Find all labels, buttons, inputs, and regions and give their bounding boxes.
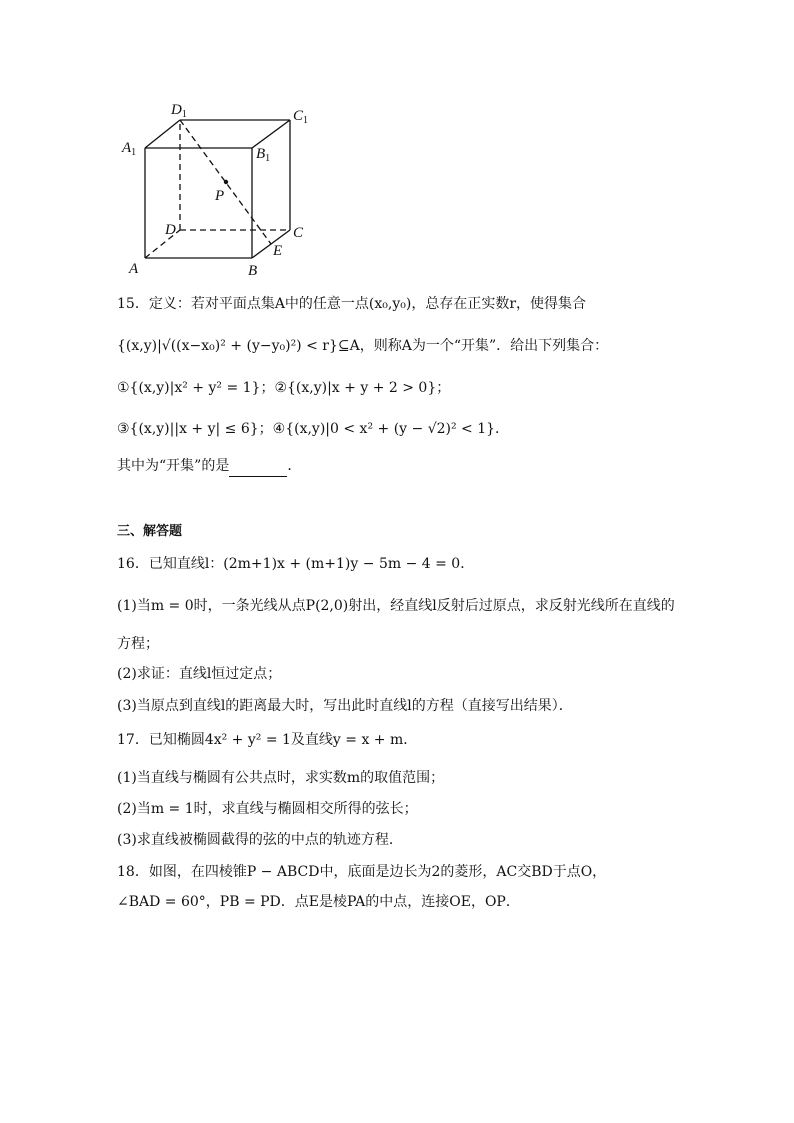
label-a: A bbox=[129, 261, 139, 277]
q16-stem: 16．已知直线l：(2m+1)x + (m+1)y − 5m − 4 = 0． bbox=[117, 556, 475, 572]
q18-line-1: 18．如图，在四棱锥P − ABCD中，底面是边长为2的菱形，AC交BD于点O， bbox=[117, 864, 607, 880]
point-p bbox=[224, 180, 228, 184]
label-e: E bbox=[273, 243, 283, 259]
q16-part2: (2)求证：直线l恒过定点； bbox=[117, 666, 282, 682]
q16-part3: (3)当原点到直线l的距离最大时，写出此时直线l的方程（直接写出结果）． bbox=[117, 698, 573, 714]
cube-figure bbox=[115, 100, 325, 280]
q15-line-4: ③{(x,y)||x + y| ≤ 6}；④{(x,y)|0 < x² + (y − √2)² < 1}． bbox=[117, 421, 510, 437]
label-d: D bbox=[165, 222, 176, 238]
label-b1: $B_1$ bbox=[256, 146, 271, 164]
q17-stem: 17．已知椭圆4x² + y² = 1及直线y = x + m． bbox=[117, 732, 418, 748]
q17-part1: (1)当直线与椭圆有公共点时，求实数m的取值范围； bbox=[117, 770, 445, 786]
label-a1: $A_1$ bbox=[122, 140, 137, 158]
label-c: C bbox=[293, 225, 304, 241]
q15-line-1: 15．定义：若对平面点集A中的任意一点(x₀,y₀)，总存在正实数r，使得集合 bbox=[117, 296, 587, 312]
label-c1: $C_1$ bbox=[293, 108, 309, 126]
edge-b1-c1 bbox=[252, 120, 290, 148]
q15-line-3: ①{(x,y)|x² + y² = 1}；②{(x,y)|x + y + 2 > 0}； bbox=[117, 380, 451, 396]
label-d1: $D_1$ bbox=[171, 102, 187, 120]
section-title: 三、解答题 bbox=[117, 524, 183, 539]
q17-part2: (2)当m = 1时，求直线与椭圆相交所得的弦长； bbox=[117, 801, 418, 817]
q15-line-2: {(x,y)|√((x−x₀)² + (y−y₀)²) < r}⊆A，则称A为一个“开集”．给出下列集合： bbox=[117, 338, 609, 354]
q18-line-2: ∠BAD = 60°，PB = PD．点E是棱PA的中点，连接OE，OP． bbox=[117, 894, 520, 910]
q16-part1-a: (1)当m = 0时，一条光线从点P(2,0)射出，经直线l反射后过原点，求反射光线所在直线的 bbox=[117, 598, 675, 614]
answer-blank[interactable] bbox=[229, 456, 287, 477]
q16-part1-b: 方程； bbox=[117, 636, 159, 652]
edge-a1-d1 bbox=[145, 120, 180, 148]
label-b: B bbox=[248, 263, 258, 279]
label-p: P bbox=[215, 188, 225, 204]
q15-question: 其中为“开集”的是 bbox=[117, 458, 230, 474]
q17-part3: (3)求直线被椭圆截得的弦的中点的轨迹方程． bbox=[117, 832, 403, 848]
q15-line-5 bbox=[117, 456, 301, 477]
q15-period: ． bbox=[287, 458, 302, 474]
